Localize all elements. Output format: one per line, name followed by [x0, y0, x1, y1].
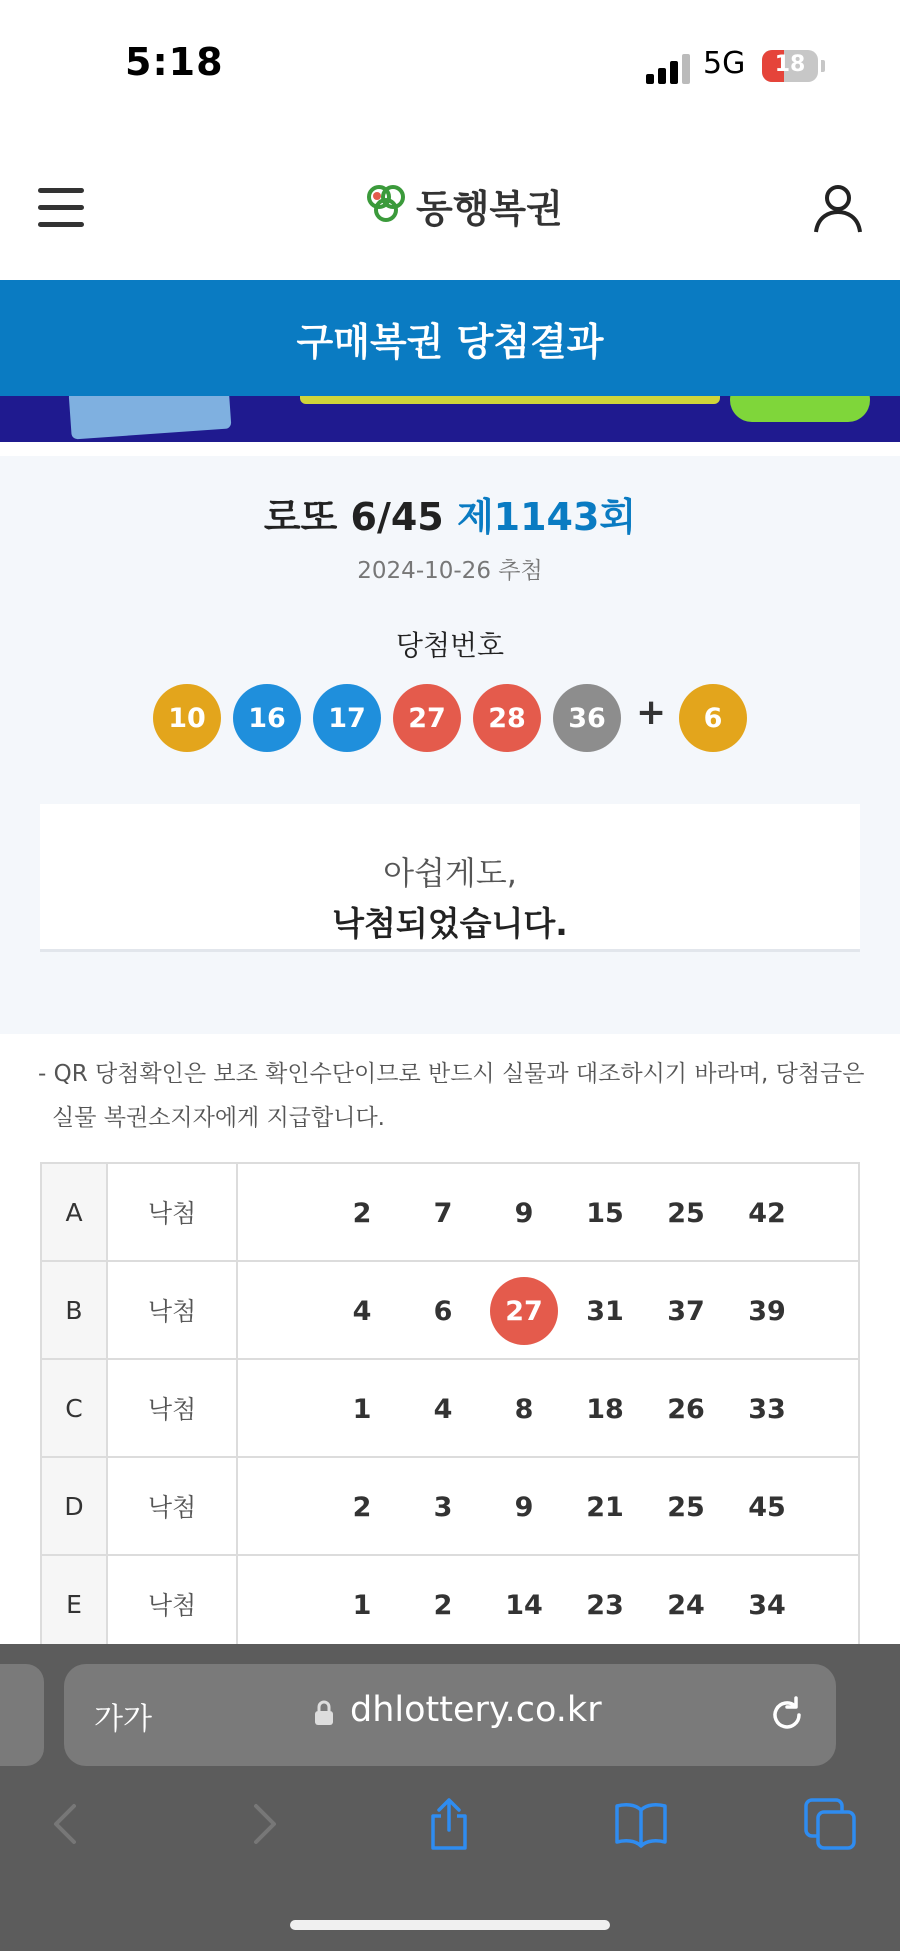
game-label: E — [41, 1555, 107, 1653]
home-indicator — [290, 1920, 610, 1930]
winning-numbers-label: 당첨번호 — [395, 629, 505, 662]
ticket-number: 39 — [748, 1295, 786, 1327]
battery-icon — [762, 50, 818, 82]
game-label: A — [41, 1163, 107, 1261]
back-icon[interactable] — [40, 1796, 96, 1852]
forward-icon[interactable] — [234, 1796, 290, 1852]
ticket-number: 9 — [514, 1197, 534, 1229]
ticket-number: 24 — [667, 1589, 705, 1621]
ticket-number: 34 — [748, 1589, 786, 1621]
promo-banner[interactable] — [0, 396, 900, 442]
winning-ball: 16 — [233, 684, 301, 752]
ticket-number: 2 — [352, 1197, 372, 1229]
table-row — [41, 1163, 859, 1261]
status-bar — [0, 0, 900, 130]
result-message-line1: 아쉽게도, — [383, 854, 517, 892]
ticket-number: 26 — [667, 1393, 705, 1425]
ticket-number: 45 — [748, 1491, 786, 1523]
ticket-number: 37 — [667, 1295, 705, 1327]
table-row — [41, 1555, 859, 1653]
hamburger-menu-icon[interactable] — [38, 188, 84, 228]
ticket-number: 6 — [433, 1295, 453, 1327]
text-size-button[interactable]: 가가 — [94, 1702, 152, 1737]
winning-ball: 36 — [553, 684, 621, 752]
address-bar[interactable] — [64, 1664, 836, 1766]
browser-bottom-bar — [0, 1644, 900, 1951]
ticket-number: 14 — [505, 1589, 543, 1621]
winning-ball: 17 — [313, 684, 381, 752]
plus-sign: + — [636, 692, 667, 733]
tabs-icon[interactable] — [802, 1796, 858, 1852]
game-result: 낙첨 — [107, 1163, 237, 1261]
banner-text-strip — [300, 396, 720, 404]
clover-logo-icon — [362, 181, 410, 229]
reload-icon[interactable] — [766, 1694, 808, 1736]
game-result: 낙첨 — [107, 1359, 237, 1457]
game-result: 낙첨 — [107, 1261, 237, 1359]
page-title-bar — [0, 280, 900, 396]
table-row — [41, 1261, 859, 1359]
game-numbers — [237, 1359, 859, 1457]
ticket-number: 42 — [748, 1197, 786, 1229]
site-header — [0, 130, 900, 280]
game-numbers — [237, 1555, 859, 1653]
banner-image — [69, 396, 232, 440]
draw-title — [0, 486, 900, 541]
ticket-table — [40, 1162, 860, 1654]
ticket-number: 9 — [514, 1491, 534, 1523]
lock-icon — [314, 1700, 334, 1726]
game-result: 낙첨 — [107, 1457, 237, 1555]
status-time: 5:18 — [125, 40, 224, 84]
ticket-number: 18 — [586, 1393, 624, 1425]
ticket-number: 25 — [667, 1491, 705, 1523]
draw-round: 제1143회 — [456, 495, 637, 539]
ticket-number: 8 — [514, 1393, 534, 1425]
battery-tip — [821, 60, 825, 72]
url-text[interactable]: dhlottery.co.kr — [350, 1690, 602, 1730]
ticket-number: 21 — [586, 1491, 624, 1523]
bookmarks-icon[interactable] — [613, 1796, 669, 1852]
ticket-number: 23 — [586, 1589, 624, 1621]
winning-ball: 28 — [473, 684, 541, 752]
page-title: 구매복권 당첨결과 — [296, 319, 604, 364]
ticket-number: 1 — [352, 1393, 372, 1425]
ticket-number: 4 — [352, 1295, 372, 1327]
result-message-line2: 낙첨되었습니다. — [332, 904, 568, 943]
game-numbers — [237, 1163, 859, 1261]
winning-ball: 27 — [393, 684, 461, 752]
site-logo[interactable] — [362, 180, 563, 230]
game-label: D — [41, 1457, 107, 1555]
ticket-number: 4 — [433, 1393, 453, 1425]
ticket-number: 2 — [433, 1589, 453, 1621]
qr-notice: - QR 당첨확인은 보조 확인수단이므로 반드시 실물과 대조하시기 바라며, 당첨금은 실물 복권소지자에게 지급합니다. — [38, 1061, 865, 1131]
ticket-number: 1 — [352, 1589, 372, 1621]
logo-text: 동행복권 — [416, 186, 563, 231]
ticket-number: 33 — [748, 1393, 786, 1425]
game-numbers — [237, 1261, 859, 1359]
bonus-ball: 6 — [679, 684, 747, 752]
game-name: 로또 6/45 — [263, 495, 444, 539]
result-message-card — [40, 804, 860, 952]
game-label: B — [41, 1261, 107, 1359]
draw-date: 2024-10-26 추첨 — [357, 558, 543, 584]
ticket-number: 25 — [667, 1197, 705, 1229]
winning-ball: 10 — [153, 684, 221, 752]
ticket-number: 15 — [586, 1197, 624, 1229]
ticket-number: 7 — [433, 1197, 453, 1229]
game-result: 낙첨 — [107, 1555, 237, 1653]
previous-tab-preview[interactable] — [0, 1664, 44, 1766]
matched-ticket-number: 27 — [490, 1277, 558, 1345]
network-type: 5G — [703, 46, 746, 81]
ticket-number: 3 — [433, 1491, 453, 1523]
share-icon[interactable] — [421, 1796, 477, 1852]
winning-numbers — [0, 684, 900, 754]
ticket-number: 31 — [586, 1295, 624, 1327]
table-row — [41, 1457, 859, 1555]
game-numbers — [237, 1457, 859, 1555]
draw-result-section — [0, 456, 900, 1034]
game-label: C — [41, 1359, 107, 1457]
battery-level: 18 — [774, 52, 806, 77]
user-icon[interactable] — [812, 182, 864, 234]
table-row — [41, 1359, 859, 1457]
cellular-signal-icon — [646, 52, 692, 84]
banner-button — [730, 396, 870, 422]
ticket-number: 2 — [352, 1491, 372, 1523]
